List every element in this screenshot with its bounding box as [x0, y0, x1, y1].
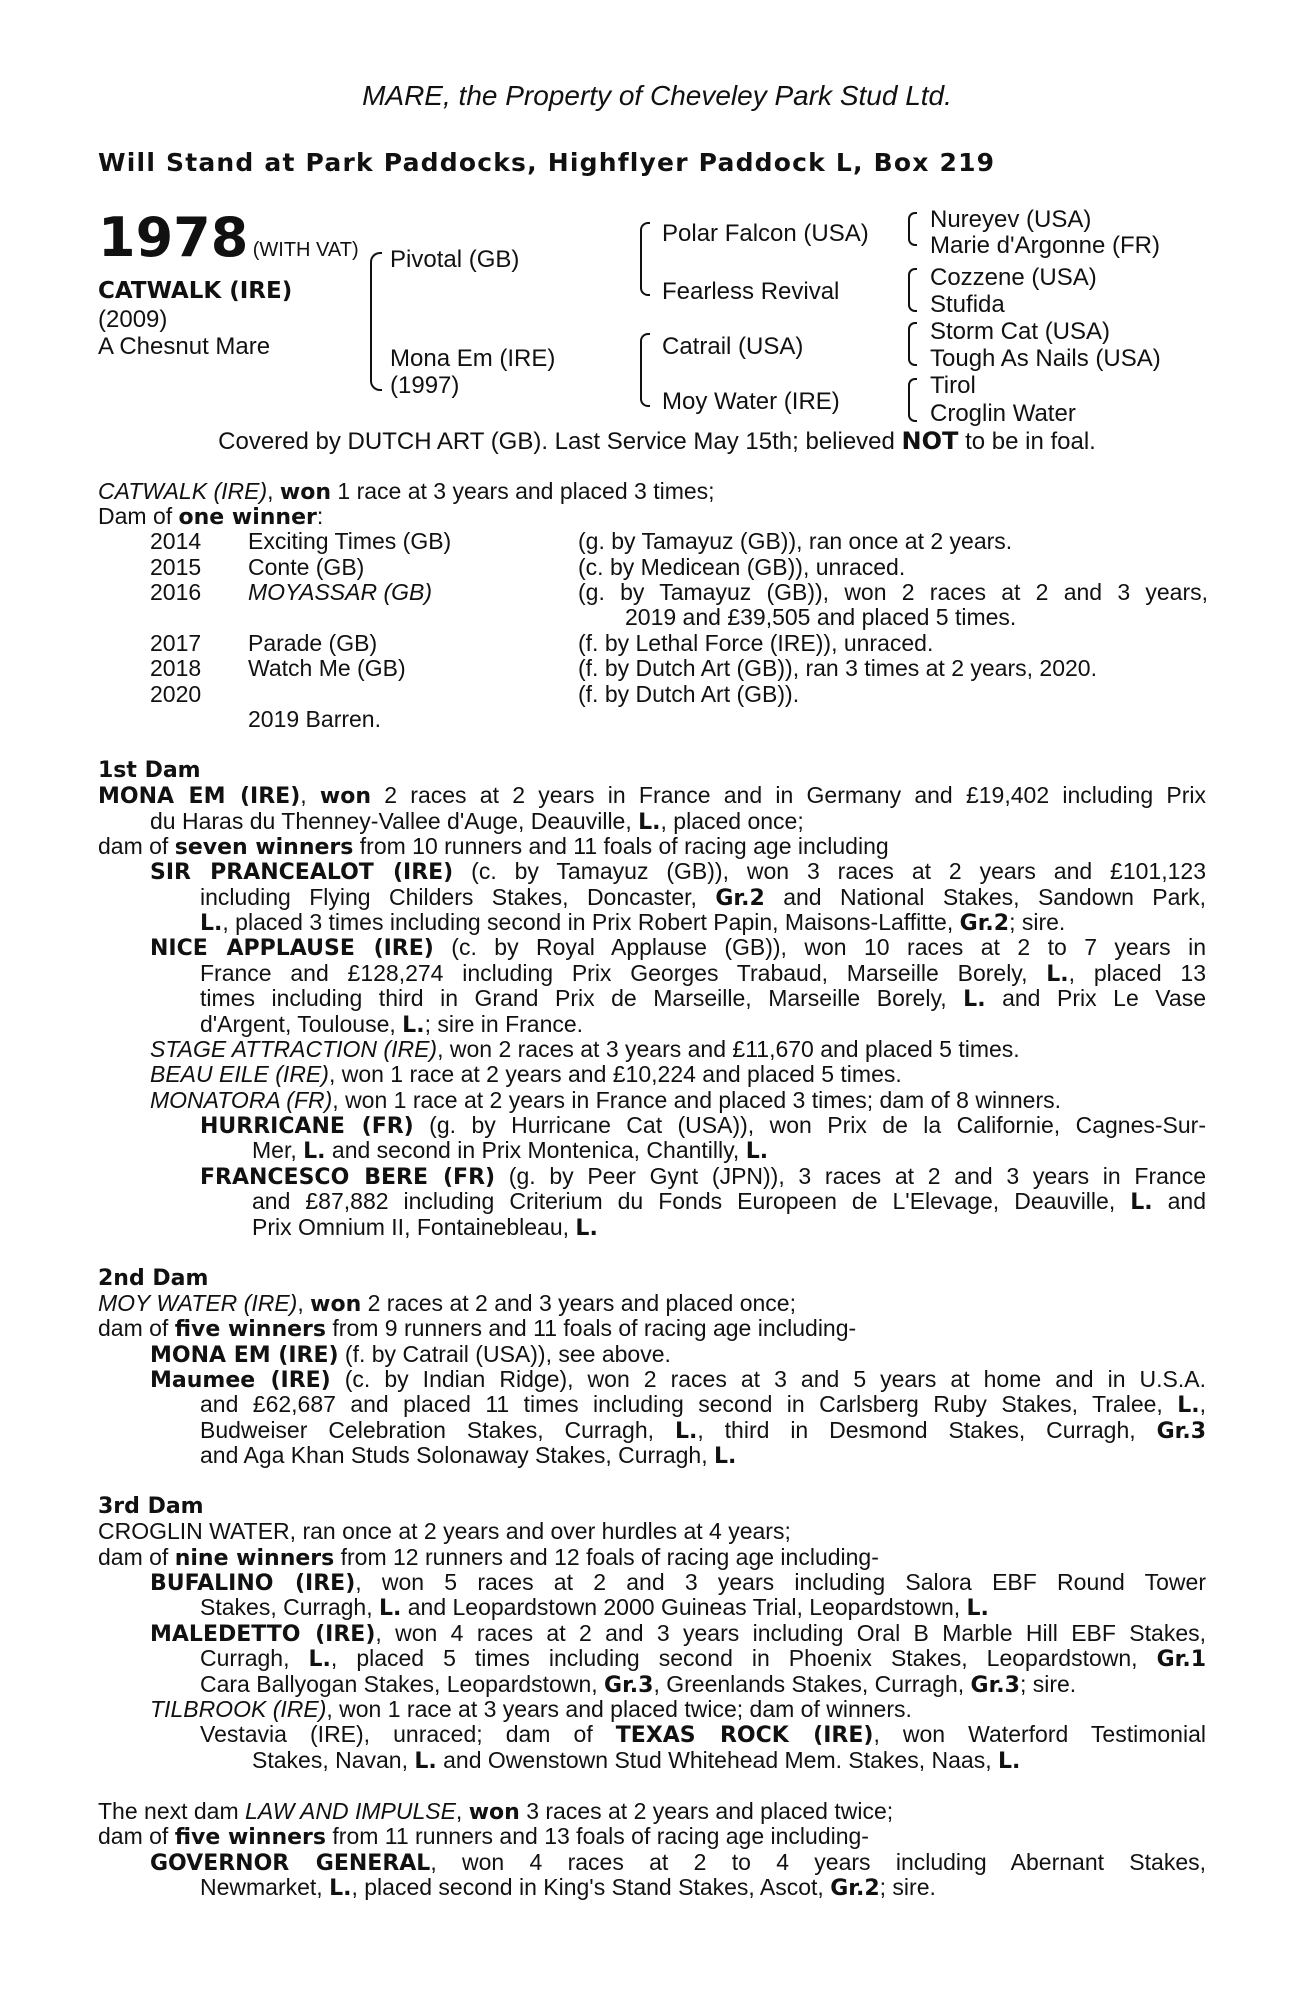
runner-francesco-bere: FRANCESCO BERE (FR) (g. by Peer Gynt (JPN)), 3 races at 2 and 3 years in France: [200, 1163, 1207, 1190]
runner-line: and Aga Khan Studs Solonaway Stakes, Curragh, L.: [200, 1442, 737, 1469]
runner-line: Stakes, Curragh, L. and Leopardstown 2000 Guineas Trial, Leopardstown, L.: [200, 1594, 989, 1621]
dam-year: (1997): [390, 372, 460, 399]
sd-sire: Cozzene (USA): [930, 264, 1097, 291]
runner-line: including Flying Childers Stakes, Doncaster, Gr.2 and National Stakes, Sandown Park,: [200, 884, 1206, 911]
brace-g1: [908, 212, 917, 246]
dam-dam: Moy Water (IRE): [662, 388, 840, 415]
sire: Pivotal (GB): [390, 246, 520, 273]
runner-nice-applause: NICE APPLAUSE (IRE) (c. by Royal Applause (GB)), won 10 races at 2 to 7 years in: [150, 934, 1207, 961]
runner-beau-eile: BEAU EILE (IRE), won 1 race at 2 years and £10,224 and placed 5 times.: [150, 1061, 902, 1087]
produce-note: (c. by Medicean (GB)), unraced.: [578, 554, 906, 580]
horse-description: A Chesnut Mare: [98, 333, 271, 360]
runner-line: L., placed 3 times including second in Prix Robert Papin, Maisons-Laffitte, Gr.2; sire.: [200, 909, 1066, 936]
produce-note: (f. by Dutch Art (GB)), ran 3 times at 2 years, 2020.: [578, 655, 1097, 681]
runner-line: Curragh, L., placed 5 times including second in Phoenix Stakes, Leopardstown, Gr.1: [200, 1645, 1207, 1672]
lot-number: 1978: [98, 206, 249, 269]
runner-line: Newmarket, L., placed second in King's Stand Stakes, Ascot, Gr.2; sire.: [200, 1874, 936, 1901]
produce-year: 2017: [150, 630, 202, 656]
produce-year: 2014: [150, 528, 202, 554]
second-dam-line: MOY WATER (IRE), won 2 races at 2 and 3 years and placed once;: [98, 1290, 796, 1317]
horse-year: (2009): [98, 306, 168, 333]
produce-name: Conte (GB): [248, 554, 365, 580]
ds-sire: Storm Cat (USA): [930, 318, 1111, 345]
pedigree-brace-dam: [640, 333, 650, 407]
produce-year: 2015: [150, 554, 202, 580]
next-dam-line: dam of five winners from 11 runners and 13 foals of racing age including-: [98, 1823, 869, 1850]
runner-tilbrook: TILBROOK (IRE), won 1 race at 3 years and placed twice; dam of winners.: [150, 1696, 912, 1722]
ss-sire: Nureyev (USA): [930, 206, 1092, 233]
second-dam-heading: 2nd Dam: [98, 1266, 209, 1291]
runner-maumee: Maumee (IRE) (c. by Indian Ridge), won 2 races at 3 and 5 years at home and in U.S.A.: [150, 1366, 1206, 1393]
first-dam-line: MONA EM (IRE), won 2 races at 2 years in France and in Germany and £19,402 including Prix: [98, 782, 1206, 809]
next-dam-line: The next dam LAW AND IMPULSE, won 3 races at 2 years and placed twice;: [98, 1798, 894, 1825]
second-dam-line: dam of five winners from 9 runners and 11 foals of racing age including-: [98, 1315, 857, 1342]
runner-line: d'Argent, Toulouse, L.; sire in France.: [200, 1011, 584, 1038]
produce-note-cont: 2019 and £39,505 and placed 5 times.: [625, 604, 1017, 630]
produce-note: (f. by Dutch Art (GB)).: [578, 681, 800, 707]
runner-line: Prix Omnium II, Fontainebleau, L.: [252, 1214, 598, 1241]
runner-bufalino: BUFALINO (IRE), won 5 races at 2 and 3 years including Salora EBF Round Tower: [150, 1569, 1206, 1596]
covered-note: Covered by DUTCH ART (GB). Last Service May 15th; believed NOT to be in foal.: [218, 427, 1096, 455]
pedigree-brace-main: [370, 252, 382, 391]
runner-governor-general: GOVERNOR GENERAL, won 4 races at 2 to 4 years including Abernant Stakes,: [150, 1849, 1207, 1876]
runner-maledetto: MALEDETTO (IRE), won 4 races at 2 and 3 years including Oral B Marble Hill EBF Stakes,: [150, 1620, 1206, 1647]
mare-race-record: CATWALK (IRE), won 1 race at 3 years and placed 3 times;: [98, 478, 715, 505]
dd-sire: Tirol: [930, 372, 976, 399]
runner-sir-prancealot: SIR PRANCEALOT (IRE) (c. by Tamayuz (GB)), won 3 races at 2 years and £101,123: [150, 858, 1206, 885]
produce-note: (f. by Lethal Force (IRE)), unraced.: [578, 630, 934, 656]
dd-dam: Croglin Water: [930, 400, 1076, 427]
first-dam-line: du Haras du Thenney-Vallee d'Auge, Deauville, L., placed once;: [150, 808, 804, 835]
runner-line: Cara Ballyogan Stakes, Leopardstown, Gr.3, Greenlands Stakes, Curragh, Gr.3; sire.: [200, 1671, 1077, 1698]
runner-stage-attraction: STAGE ATTRACTION (IRE), won 2 races at 3 years and £11,670 and placed 5 times.: [150, 1036, 1020, 1062]
runner-line: and £62,687 and placed 11 times including second in Carlsberg Ruby Stakes, Tralee, L.,: [200, 1391, 1206, 1418]
mare-dam-of: Dam of one winner:: [98, 503, 324, 530]
runner-mona-em: MONA EM (IRE) (f. by Catrail (USA)), see above.: [150, 1341, 671, 1368]
lot-number-block: [98, 206, 359, 269]
horse-name: CATWALK (IRE): [98, 278, 293, 304]
produce-year: 2016: [150, 579, 202, 605]
dam: Mona Em (IRE): [390, 345, 556, 372]
produce-name: Watch Me (GB): [248, 655, 406, 681]
runner-line: Stakes, Navan, L. and Owenstown Stud Whitehead Mem. Stakes, Naas, L.: [252, 1747, 1021, 1774]
runner-line: France and £128,274 including Prix Georges Trabaud, Marseille Borely, L., placed 13: [200, 960, 1206, 987]
third-dam-heading: 3rd Dam: [98, 1494, 204, 1519]
ss-dam: Marie d'Argonne (FR): [930, 232, 1160, 259]
barren-note: 2019 Barren.: [248, 706, 381, 732]
ds-dam: Tough As Nails (USA): [930, 345, 1161, 372]
runner-monatora: MONATORA (FR), won 1 race at 2 years in France and placed 3 times; dam of 8 winners.: [150, 1087, 1061, 1113]
produce-year: 2018: [150, 655, 202, 681]
sire-dam: Fearless Revival: [662, 278, 840, 305]
produce-name: MOYASSAR (GB): [248, 579, 433, 605]
runner-vestavia: Vestavia (IRE), unraced; dam of TEXAS ROCK (IRE), won Waterford Testimonial: [200, 1721, 1206, 1748]
produce-note: (g. by Tamayuz (GB)), ran once at 2 years.: [578, 528, 1013, 554]
produce-name: Exciting Times (GB): [248, 528, 452, 554]
first-dam-heading: 1st Dam: [98, 758, 201, 783]
sire-sire: Polar Falcon (USA): [662, 220, 869, 247]
produce-name: Parade (GB): [248, 630, 378, 656]
third-dam-line: dam of nine winners from 12 runners and 12 foals of racing age including-: [98, 1544, 879, 1571]
brace-g3: [908, 322, 917, 366]
vat-note: (WITH VAT): [252, 239, 359, 261]
brace-g4: [908, 378, 917, 422]
runner-line: times including third in Grand Prix de Marseille, Marseille Borely, L. and Prix Le Vase: [200, 985, 1206, 1012]
runner-hurricane: HURRICANE (FR) (g. by Hurricane Cat (USA)), won Prix de la Californie, Cagnes-Sur-: [200, 1112, 1206, 1139]
runner-line: Mer, L. and second in Prix Montenica, Chantilly, L.: [252, 1137, 769, 1164]
runner-line: Budweiser Celebration Stakes, Curragh, L., third in Desmond Stakes, Curragh, Gr.3: [200, 1417, 1207, 1444]
dam-sire: Catrail (USA): [662, 333, 804, 360]
runner-line: and £87,882 including Criterium du Fonds Europeen de L'Elevage, Deauville, L. and: [252, 1188, 1206, 1215]
sd-dam: Stufida: [930, 291, 1005, 318]
location-line: Will Stand at Park Paddocks, Highflyer Paddock L, Box 219: [98, 148, 996, 177]
page-title: MARE, the Property of Cheveley Park Stud Ltd.: [362, 80, 952, 111]
pedigree-brace-sire: [640, 222, 650, 296]
first-dam-line: dam of seven winners from 10 runners and 11 foals of racing age including: [98, 833, 889, 860]
third-dam-line: CROGLIN WATER, ran once at 2 years and over hurdles at 4 years;: [98, 1518, 791, 1544]
brace-g2: [908, 268, 917, 312]
produce-year: 2020: [150, 681, 202, 707]
produce-note: (g. by Tamayuz (GB)), won 2 races at 2 and 3 years,: [578, 579, 1208, 605]
